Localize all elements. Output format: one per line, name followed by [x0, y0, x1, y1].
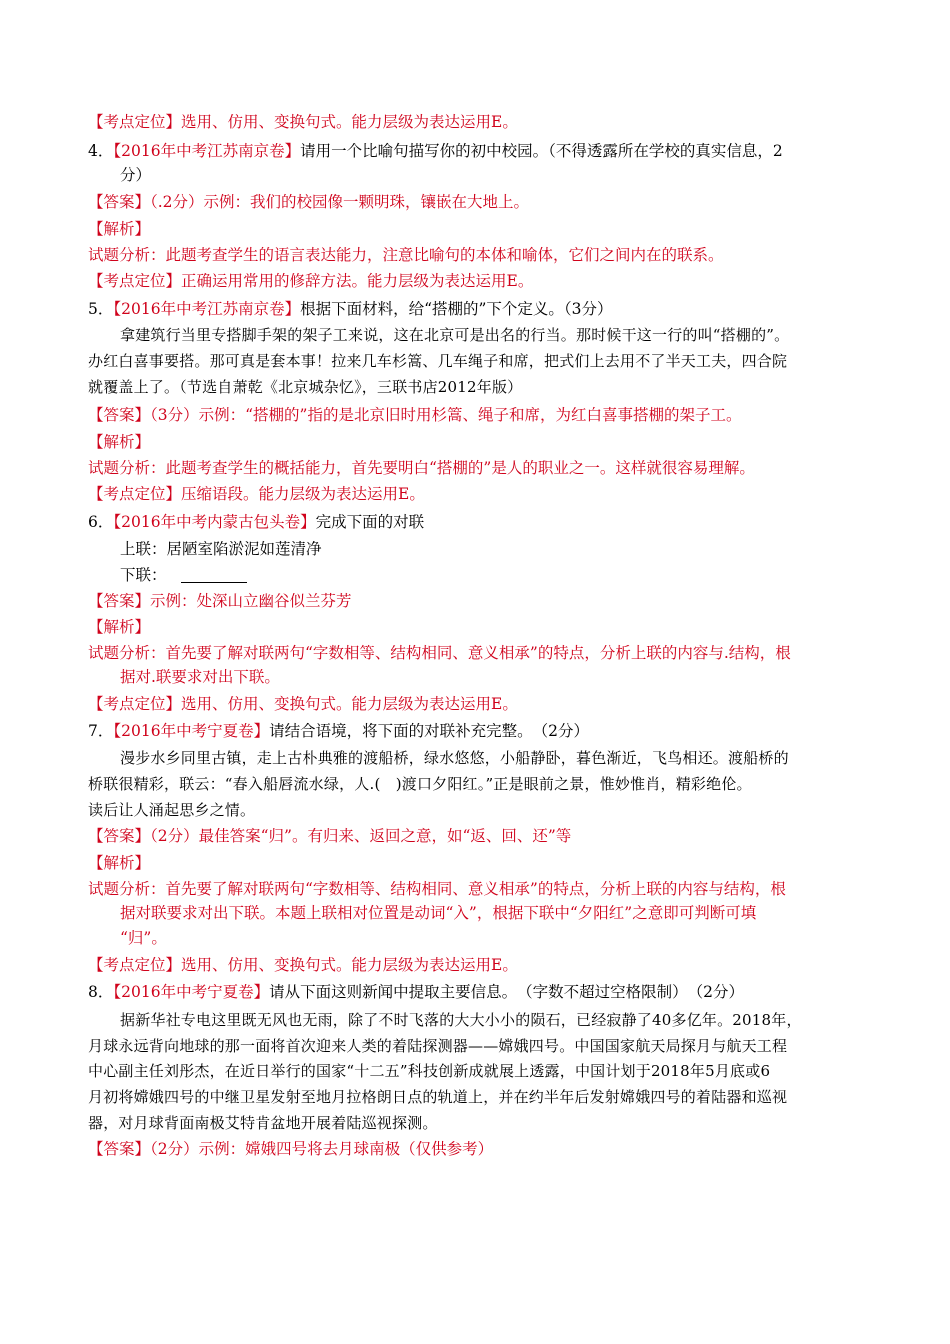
answer-line: 【答案】（2分）示例：嫦娥四号将去月球南极（仅供参考）	[88, 1140, 494, 1158]
source-tag: 【2016年中考江苏南京卷】	[113, 300, 301, 318]
couplet-lower	[120, 563, 900, 587]
news-text: 月初将嫦娥四号的中继卫星发射至地月拉格朗日点的轨道上，并在约半年后发射嫦娥四号的着陆器和巡视	[88, 1088, 788, 1106]
source-tag: 【2016年中考宁夏卷】	[113, 722, 270, 740]
question-6	[88, 510, 868, 534]
question-number: 8．	[88, 983, 114, 1001]
question-number: 7．	[88, 722, 114, 740]
analysis-text: 试题分析：此题考查学生的语言表达能力，注意比喻句的本体和喻体，它们之间内在的联系。	[88, 246, 724, 264]
analysis-text: 试题分析：首先要了解对联两句“字数相等、结构相同、意义相承”的特点，分析上联的内容与.结构，根	[88, 644, 791, 662]
question-8	[88, 980, 868, 1004]
question-text-cont: 分）	[120, 166, 152, 184]
kaodian-line: 【考点定位】压缩语段。能力层级为表达运用E。	[88, 485, 425, 503]
analysis-text-cont: 据对联要求对出下联。本题上联相对位置是动词“入”，根据下联中“夕阳红”之意即可判断可填	[120, 904, 757, 922]
news-text: 月球永远背向地球的那一面将首次迎来人类的着陆探测器——嫦娥四号。中国国家航天局探月与航天工程	[88, 1037, 788, 1055]
news-text: 中心副主任刘彤杰，在近日举行的国家“十二五”科技创新成就展上透露，中国计划于2018年5月底或6	[88, 1062, 771, 1080]
question-5	[88, 297, 868, 321]
source-tag: 【2016年中考江苏南京卷】	[113, 142, 301, 160]
material-text: 漫步水乡同里古镇，走上古朴典雅的渡船桥，绿水悠悠，小船静卧，暮色渐近，飞鸟相还。渡船桥的	[120, 749, 789, 767]
analysis-text-cont: “归”。	[120, 929, 167, 947]
couplet-upper: 上联：居陋室陷淤泥如莲清净	[120, 540, 322, 558]
news-text: 据新华社专电这里既无风也无雨，除了不时飞落的大大小小的陨石，已经寂静了40多亿年。2018年，	[120, 1011, 802, 1029]
answer-line: 【答案】（2分）最佳答案“归”。有归来、返回之意，如“返、回、还”等	[88, 827, 572, 845]
question-number: 6．	[88, 513, 114, 531]
source-tag: 【2016年中考宁夏卷】	[113, 983, 270, 1001]
question-text: 完成下面的对联	[315, 513, 425, 531]
analysis-text: 试题分析：此题考查学生的概括能力，首先要明白“搭棚的”是人的职业之一。这样就很容易理解。	[88, 459, 755, 477]
question-text: 请用一个比喻句描写你的初中校园。（不得透露所在学校的真实信息，2	[300, 142, 783, 160]
analysis-heading: 【解析】	[88, 618, 151, 636]
question-number: 4．	[88, 142, 114, 160]
kaodian-line: 【考点定位】正确运用常用的修辞方法。能力层级为表达运用E。	[88, 272, 534, 290]
material-text: 就覆盖上了。（节选自萧乾《北京城杂忆》，三联书店2012年版）	[88, 378, 523, 396]
material-text: 读后让人涌起思乡之情。	[88, 801, 256, 819]
kaodian-line: 【考点定位】选用、仿用、变换句式。能力层级为表达运用E。	[88, 113, 518, 131]
analysis-text: 试题分析：首先要了解对联两句“字数相等、结构相同、意义相承”的特点，分析上联的内容与结构，根	[88, 880, 786, 898]
question-number: 5．	[88, 300, 114, 318]
question-text: 根据下面材料，给“搭棚的”下个定义。（3分）	[300, 300, 613, 318]
question-4	[88, 139, 868, 163]
question-text: 请结合语境，将下面的对联补充完整。 （2分）	[269, 722, 589, 740]
analysis-text-cont: 据对.联要求对出下联。	[120, 668, 280, 686]
news-text: 器，对月球背面南极艾特肯盆地开展着陆巡视探测。	[88, 1114, 438, 1132]
question-text: 请从下面这则新闻中提取主要信息。 （字数不超过空格限制） （2分）	[269, 983, 744, 1001]
material-text: 桥联很精彩，联云：“春入船唇流水绿，人.( )渡口夕阳红。”正是眼前之景，惟妙惟肖，精彩绝伦。	[88, 775, 752, 793]
couplet-lower-label: 下联：	[120, 566, 167, 584]
material-text: 办红白喜事要搭。那可真是套本事！拉来几车杉篙、几车绳子和席，把式们上去用不了半天工夫，四合院	[88, 352, 788, 370]
answer-line: 【答案】示例：处深山立幽谷似兰芬芳	[88, 592, 352, 610]
kaodian-line: 【考点定位】选用、仿用、变换句式。能力层级为表达运用E。	[88, 956, 518, 974]
answer-line: 【答案】（.2分）示例：我们的校园像一颗明珠，镶嵌在大地上。	[88, 193, 530, 211]
answer-blank	[181, 566, 247, 583]
material-text: 拿建筑行当里专搭脚手架的架子工来说，这在北京可是出名的行当。那时候干这一行的叫“搭棚的”。	[120, 326, 790, 344]
answer-line: 【答案】（3分）示例：“搭棚的”指的是北京旧时用杉篙、绳子和席，为红白喜事搭棚的架子工。	[88, 406, 742, 424]
analysis-heading: 【解析】	[88, 220, 151, 238]
kaodian-line: 【考点定位】选用、仿用、变换句式。能力层级为表达运用E。	[88, 695, 518, 713]
analysis-heading: 【解析】	[88, 433, 151, 451]
question-7	[88, 719, 868, 743]
source-tag: 【2016年中考内蒙古包头卷】	[113, 513, 316, 531]
analysis-heading: 【解析】	[88, 854, 151, 872]
